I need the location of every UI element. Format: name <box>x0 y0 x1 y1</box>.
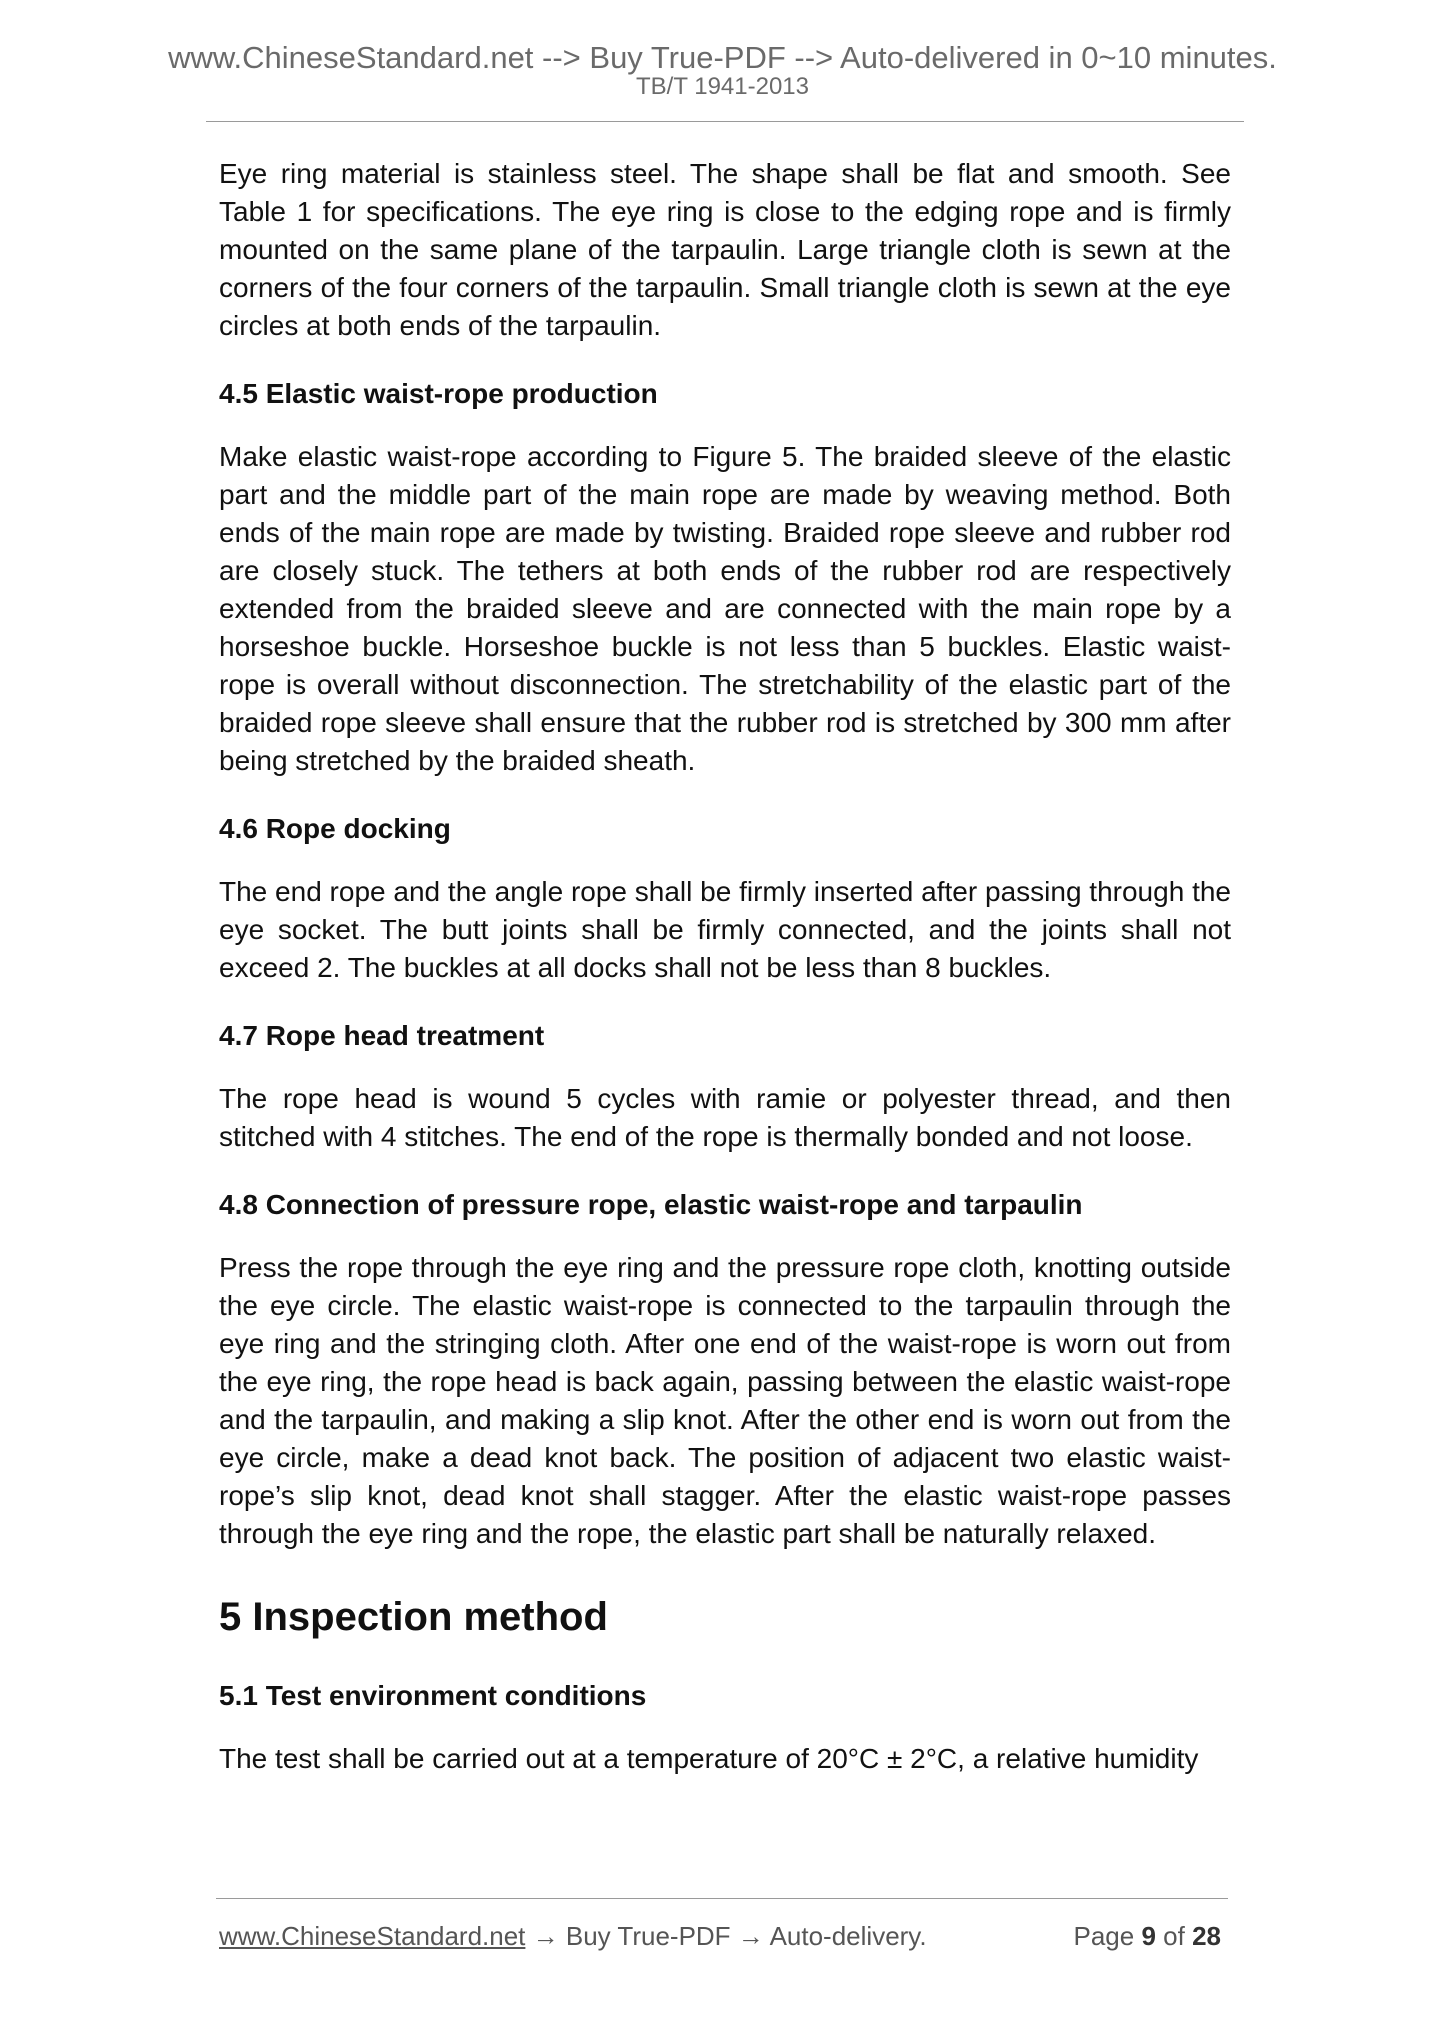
section-heading-5-1: 5.1 Test environment conditions <box>219 1680 647 1711</box>
section-text-4-8: Press the rope through the eye ring and the pressure rope cloth, knotting outside the eye circle. The elastic waist-rope is connected to the tarpaulin through the eye ring and the stringing cloth. After one end of the waist-rope is worn out from the eye ring, the rope head is back again, passing between the elastic waist-rope and the tarpaulin, and making a slip knot. After the other end is worn out from the eye circle, make a dead knot back. The position of adjacent two elastic waist-rope’s slip knot, dead knot shall stagger. After the elastic waist-rope passes through the eye ring and the rope, the elastic part shall be naturally relaxed. <box>219 1252 1231 1549</box>
page-number: 9 <box>1141 1921 1156 1951</box>
page-indicator <box>1073 1920 1221 1952</box>
section-heading-4-7: 4.7 Rope head treatment <box>219 1020 545 1051</box>
section-text-4-6: The end rope and the angle rope shall be firmly inserted after passing through the eye socket. The butt joints shall be firmly connected, and the joints shall not exceed 2. The buckles at all docks shall not be less than 8 buckles. <box>219 876 1231 983</box>
section-heading-4-6: 4.6 Rope docking <box>219 813 451 844</box>
footer-links <box>219 1920 927 1952</box>
footer-site-link[interactable]: www.ChineseStandard.net <box>219 1921 526 1951</box>
section-heading-4-5: 4.5 Elastic waist-rope production <box>219 378 658 409</box>
intro-paragraph: Eye ring material is stainless steel. The shape shall be flat and smooth. See Table 1 for specifications. The eye ring is close to the edging rope and is firmly mounted on the same plane of the tarpaulin. Large triangle cloth is sewn at the corners of the four corners of the tarpaulin. Small triangle cloth is sewn at the eye circles at both ends of the tarpaulin. <box>219 158 1231 341</box>
of-label: of <box>1163 1921 1185 1951</box>
footer-divider <box>216 1898 1228 1899</box>
footer-tagline: → Buy True-PDF → Auto-delivery. <box>525 1921 927 1951</box>
total-pages: 28 <box>1192 1921 1221 1951</box>
section-heading-4-8: 4.8 Connection of pressure rope, elastic waist-rope and tarpaulin <box>219 1189 1083 1220</box>
section-text-4-7: The rope head is wound 5 cycles with ramie or polyester thread, and then stitched with 4 stitches. The end of the rope is thermally bonded and not loose. <box>219 1083 1231 1152</box>
page-content <box>219 155 1231 1808</box>
header-divider <box>206 121 1244 122</box>
section-text-4-5: Make elastic waist-rope according to Figure 5. The braided sleeve of the elastic part and the middle part of the main rope are made by weaving method. Both ends of the main rope are made by twisting. Braided rope sleeve and rubber rod are closely stuck. The tethers at both ends of the rubber rod are respectively extended from the braided sleeve and are connected with the main rope by a horseshoe buckle. Horseshoe buckle is not less than 5 buckles. Elastic waist-rope is overall without disconnection. The stretchability of the elastic part of the braided rope sleeve shall ensure that the rubber rod is stretched by 300 mm after being stretched by the braided sheath. <box>219 441 1231 776</box>
document-code: TB/T 1941-2013 <box>635 73 809 100</box>
chapter-heading-5: 5 Inspection method <box>219 1595 608 1639</box>
site-banner: www.ChineseStandard.net --> Buy True-PDF --> Auto-delivered in 0~10 minutes. <box>168 40 1277 75</box>
section-text-5-1: The test shall be carried out at a temperature of 20°C ± 2°C, a relative humidity <box>219 1743 1199 1774</box>
page-label: Page <box>1073 1921 1135 1951</box>
